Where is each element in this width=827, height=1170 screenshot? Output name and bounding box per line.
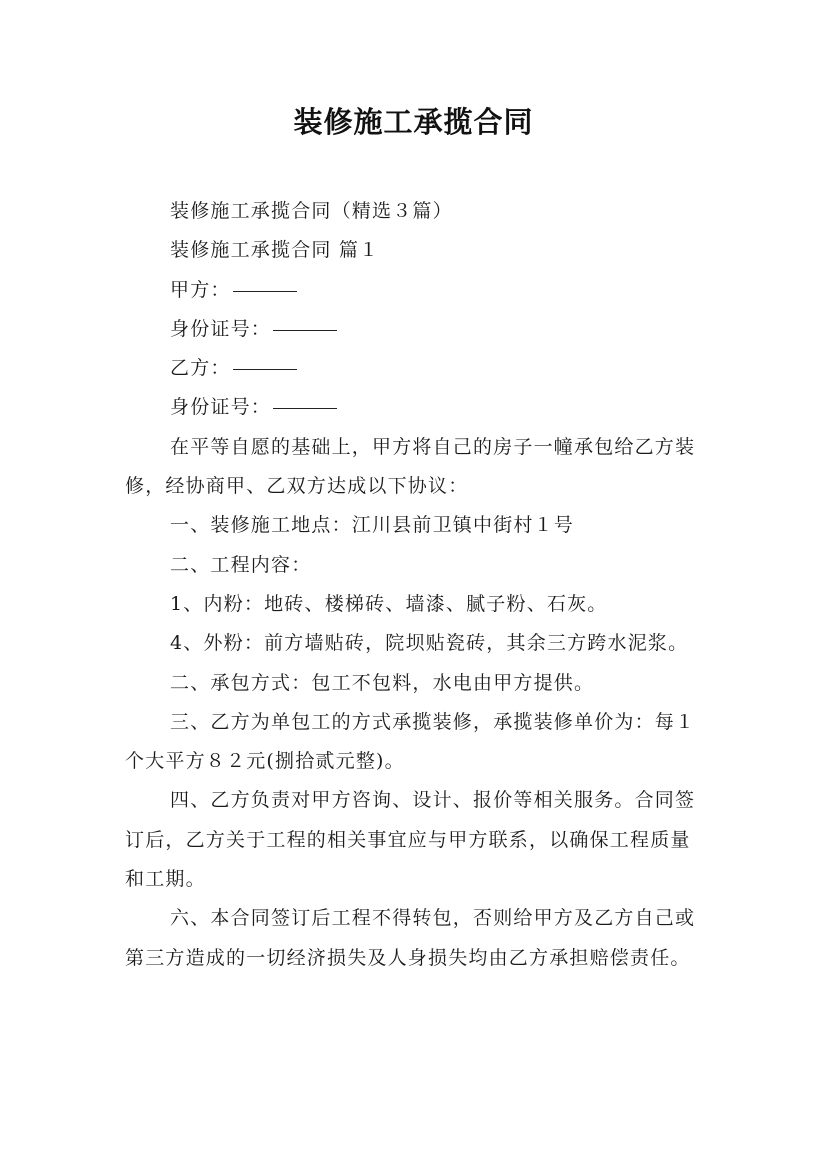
paragraph-text: 4、外粉：前方墙贴砖，院坝贴瓷砖，其余三方跨水泥浆。 — [170, 632, 689, 655]
paragraph-text: 身份证号： — [170, 396, 272, 419]
paragraph-text: 在平等自愿的基础上，甲方将自己的房子一幢承包给乙方装修，经协商甲、乙双方达成以下协议： — [125, 435, 696, 498]
fill-in-blank-line — [233, 368, 297, 370]
paragraph — [125, 781, 710, 899]
paragraph-text: 六、本合同签订后工程不得转包，否则给甲方及乙方自己或第三方造成的一切经济损失及人身损失均由乙方承担赔偿责任。 — [125, 907, 696, 969]
paragraph-text: 三、乙方为单包工的方式承揽装修，承揽装修单价为：每１个大平方８２元(捌拾贰元整)。 — [125, 710, 696, 773]
document-title: 装修施工承揽合同 — [293, 105, 534, 139]
paragraph — [125, 192, 710, 231]
paragraph — [125, 703, 710, 782]
paragraph — [125, 388, 710, 427]
paragraph — [125, 664, 710, 703]
paragraph — [125, 271, 710, 310]
paragraph — [125, 428, 710, 507]
paragraph-text: 装修施工承揽合同 篇１ — [170, 239, 380, 262]
paragraph — [125, 231, 710, 270]
paragraph-text: 一、装修施工地点：江川县前卫镇中街村１号 — [170, 514, 575, 537]
fill-in-blank-line — [233, 290, 297, 292]
paragraph — [125, 310, 710, 349]
paragraph-text: 身份证号： — [170, 317, 272, 340]
paragraph-text: 二、承包方式：包工不包料，水电由甲方提供。 — [170, 671, 595, 694]
paragraph — [125, 506, 710, 545]
paragraph — [125, 349, 710, 388]
paragraph — [125, 899, 710, 978]
paragraph-text: 1、内粉：地砖、楼梯砖、墙漆、腻子粉、石灰。 — [170, 592, 608, 615]
paragraph — [125, 546, 710, 585]
document-body — [125, 192, 710, 978]
paragraph-text: 乙方： — [170, 357, 231, 380]
paragraph-text: 装修施工承揽合同（精选３篇） — [170, 200, 453, 222]
paragraph-text: 甲方： — [170, 278, 231, 301]
paragraph — [125, 585, 710, 624]
paragraph-text: 二、工程内容： — [170, 553, 312, 576]
fill-in-blank-line — [273, 329, 337, 331]
paragraph-text: 四、乙方负责对甲方咨询、设计、报价等相关服务。合同签订后，乙方关于工程的相关事宜应与甲方联系，以确保工程质量和工期。 — [125, 789, 696, 891]
fill-in-blank-line — [273, 407, 337, 409]
paragraph — [125, 624, 710, 663]
